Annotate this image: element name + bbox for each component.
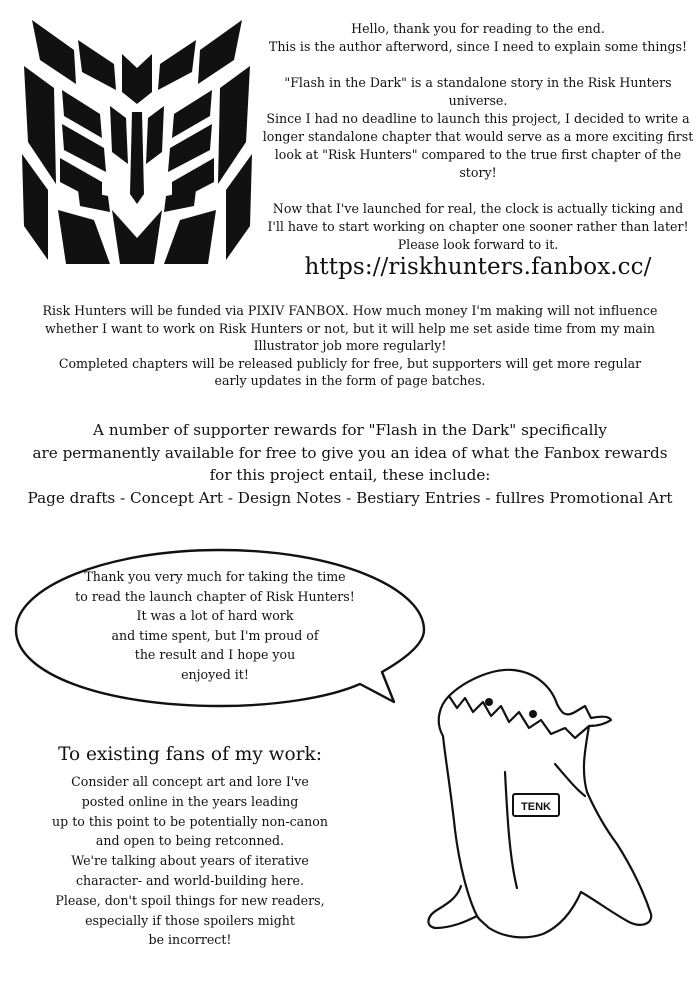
text-line: Since I had no deadline to launch this project, I decided to write a (266, 111, 690, 126)
text-line: Completed chapters will be released publicly for free, but supporters will get more regular (58, 355, 642, 371)
fans-paragraph (0, 772, 380, 950)
text-line: Consider all concept art and lore I've (71, 774, 309, 789)
text-line: Now that I've launched for real, the clock is actually ticking and (272, 201, 684, 216)
text-line: whether I want to work on Risk Hunters or not, but it will help me set aside time from my main (44, 320, 656, 336)
text-line: character- and world-building here. (76, 872, 304, 888)
text-line: early updates in the form of page batches. (214, 373, 486, 388)
tenk-shark-mascot-icon (405, 660, 665, 950)
risk-hunters-mask-logo-icon (18, 14, 256, 272)
text-line: for this project entail, these include: (209, 466, 491, 484)
greeting-paragraph (262, 20, 694, 56)
text-line: look at "Risk Hunters" compared to the true first chapter of the story! (274, 147, 682, 180)
text-line: Illustrator job more regularly! (253, 338, 447, 353)
text-line: posted online in the years leading (81, 793, 299, 809)
text-line: A number of supporter rewards for "Flash in the Dark" specifically (93, 421, 607, 439)
text-line: Hello, thank you for reading to the end. (351, 21, 605, 36)
fans-heading: To existing fans of my work: (58, 744, 322, 765)
text-line: to read the launch chapter of Risk Hunters! (75, 588, 355, 604)
text-line: We're talking about years of iterative (71, 853, 309, 869)
text-line: "Flash in the Dark" is a standalone story in the Risk Hunters universe. (284, 75, 672, 108)
shark-name-badge: TENK (521, 801, 551, 813)
text-line: longer standalone chapter that would serve as a more exciting first (262, 129, 694, 144)
text-line: be incorrect! (148, 932, 232, 948)
author-afterword-intro (262, 20, 694, 254)
text-line: and time spent, but I'm proud of (111, 627, 319, 643)
rewards-list: Page drafts - Concept Art - Design Notes - Bestiary Entries - fullres Promotional Art (27, 488, 673, 507)
text-line: It was a lot of hard work (136, 608, 294, 623)
text-line: This is the author afterword, since I need to explain some things! (268, 39, 688, 54)
text-line: I'll have to start working on chapter one sooner rather than later! (267, 219, 689, 234)
text-line: Thank you very much for taking the time (84, 569, 346, 584)
text-line: Please, don't spoil things for new readers, (55, 892, 325, 908)
text-line: enjoyed it! (181, 666, 249, 682)
speech-bubble-text (40, 567, 390, 684)
text-line: Risk Hunters will be funded via PIXIV FANBOX. How much money I'm making will not influence (42, 303, 658, 318)
fanbox-url: https://riskhunters.fanbox.cc/ (304, 254, 652, 280)
text-line: up to this point to be potentially non-canon (52, 813, 328, 829)
text-line: and open to being retconned. (95, 833, 285, 849)
text-line: are permanently available for free to give you an idea of what the Fanbox rewards (32, 443, 668, 462)
standalone-story-paragraph (262, 74, 694, 182)
launch-paragraph (262, 200, 694, 254)
funding-paragraph (0, 302, 700, 390)
text-line: the result and I hope you (134, 647, 296, 662)
text-line: especially if those spoilers might (85, 912, 295, 928)
text-line: Please look forward to it. (397, 237, 559, 252)
supporter-rewards-paragraph (0, 419, 700, 509)
